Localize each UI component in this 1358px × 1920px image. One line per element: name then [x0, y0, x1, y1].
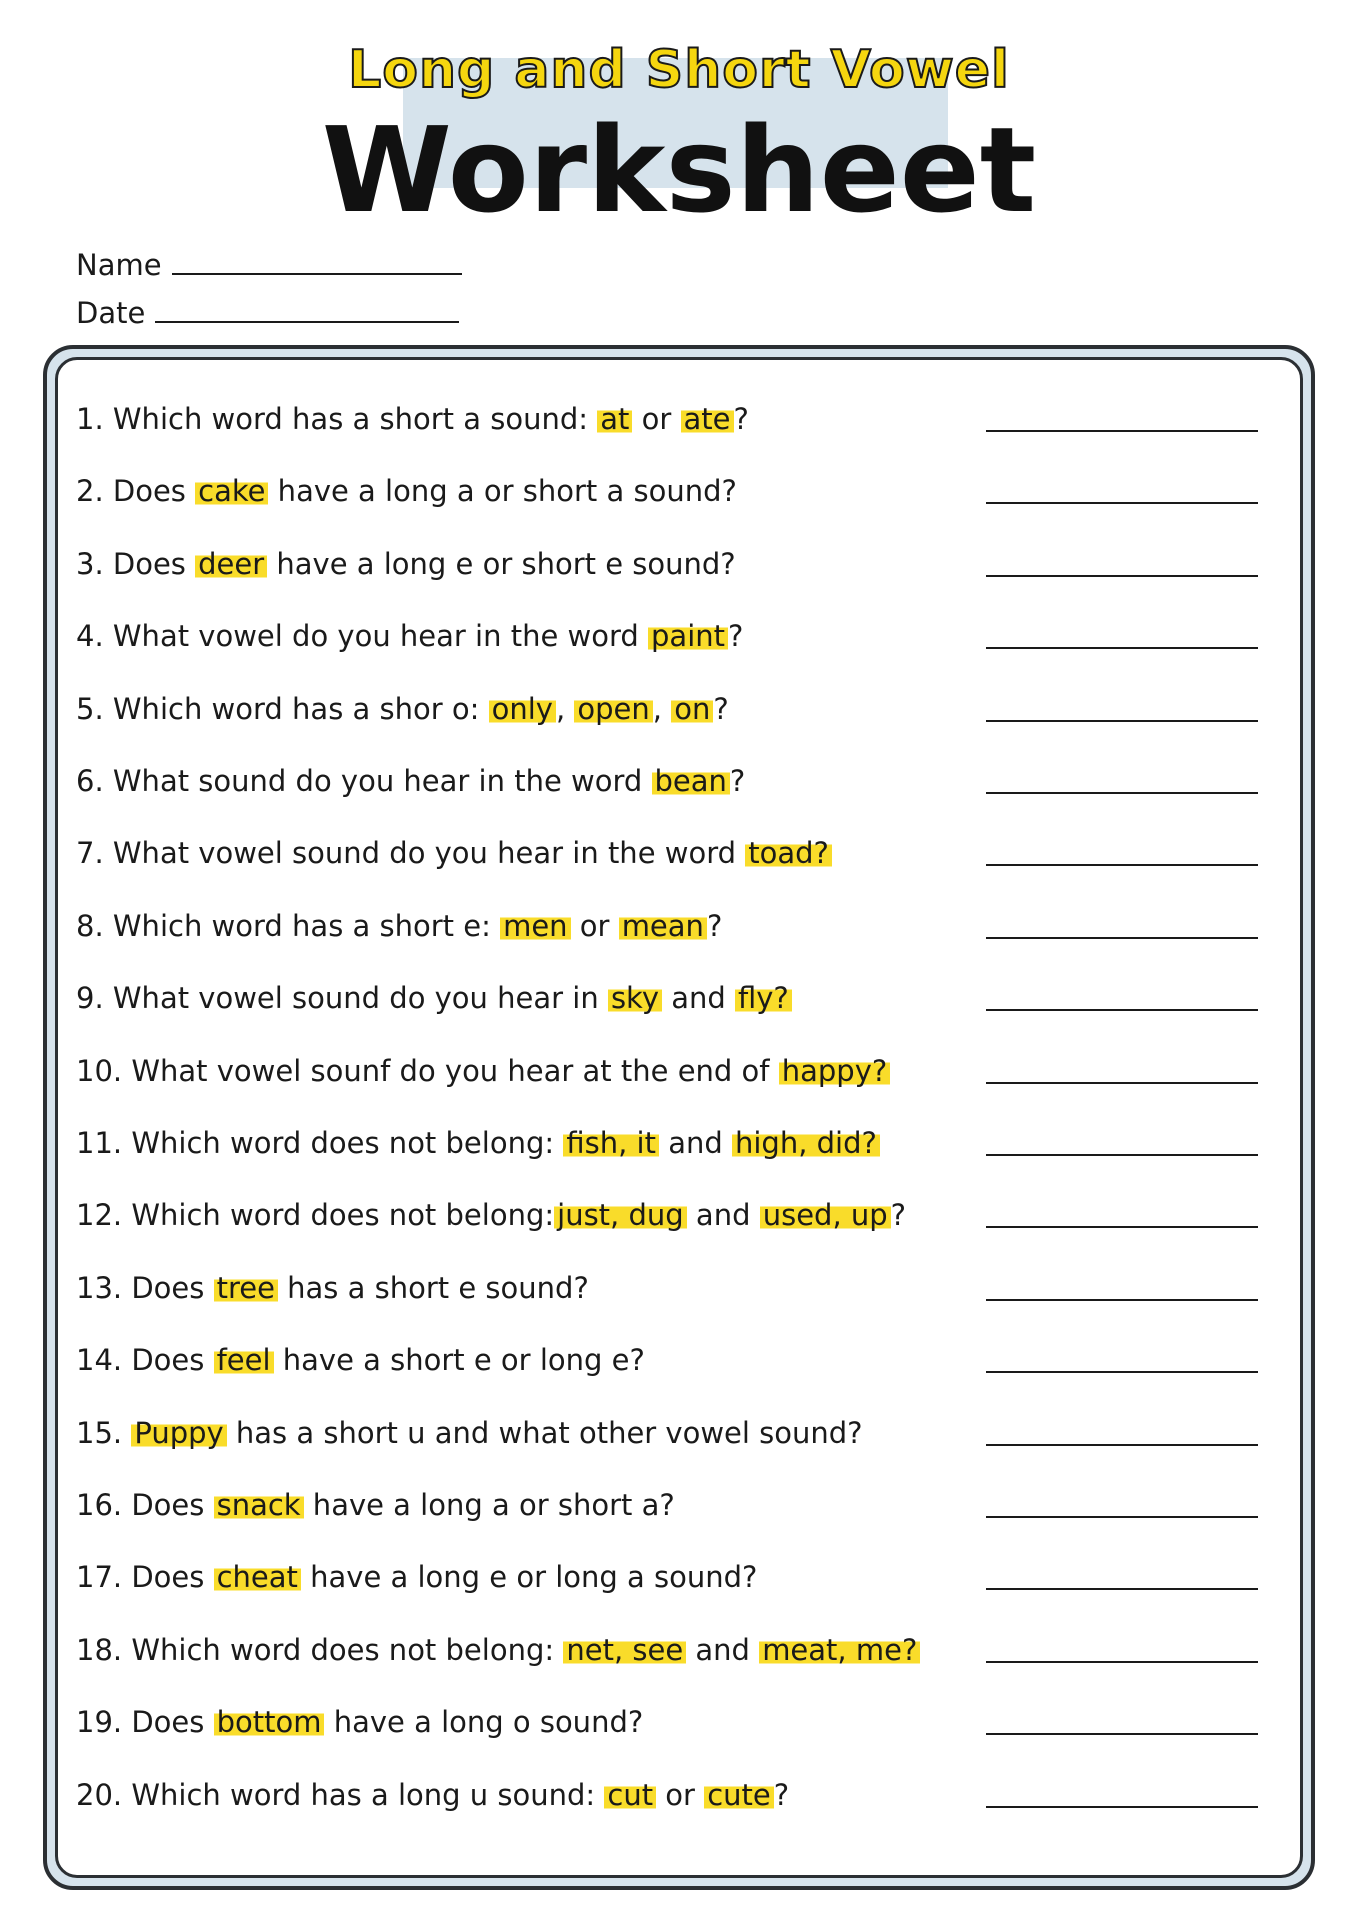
question-text [76, 828, 832, 878]
highlighted-word: Puppy [131, 1416, 226, 1450]
question-segment: 3. Does [76, 547, 196, 581]
question-segment: 11. Which word does not belong: [76, 1126, 564, 1160]
question-item [76, 1697, 1276, 1747]
highlighted-word: fly? [735, 981, 792, 1015]
question-text [76, 466, 737, 516]
answer-line[interactable] [986, 1444, 1258, 1446]
question-segment: and [686, 1633, 760, 1667]
question-segment: 19. Does [76, 1705, 214, 1739]
question-segment: 20. Which word has a long u sound: [76, 1778, 605, 1812]
answer-line[interactable] [986, 1516, 1258, 1518]
highlighted-word: used, up [760, 1198, 891, 1232]
highlighted-word: paint [648, 619, 728, 653]
question-item [76, 901, 1276, 951]
highlighted-word: bean [652, 764, 730, 798]
question-segment: 6. What sound do you hear in the word [76, 764, 652, 798]
question-text [76, 973, 792, 1023]
question-item [76, 1046, 1276, 1096]
question-text [76, 611, 743, 661]
question-text [76, 1625, 920, 1675]
question-segment: and [661, 981, 735, 1015]
question-item [76, 466, 1276, 516]
question-text [76, 1046, 890, 1096]
question-segment: ? [706, 909, 723, 943]
answer-line[interactable] [986, 1806, 1258, 1808]
highlighted-word: toad? [745, 836, 832, 870]
question-segment: and [658, 1126, 732, 1160]
question-item [76, 973, 1276, 1023]
answer-line[interactable] [986, 1082, 1258, 1084]
question-text [76, 394, 749, 444]
question-segment: have a long e or long a sound? [300, 1560, 758, 1594]
question-segment: 9. What vowel sound do you hear in [76, 981, 608, 1015]
answer-line[interactable] [986, 1661, 1258, 1663]
highlighted-word: feel [214, 1343, 274, 1377]
question-segment: 8. Which word has a short e: [76, 909, 501, 943]
question-text [76, 1697, 643, 1747]
question-text [76, 1408, 863, 1458]
question-item [76, 756, 1276, 806]
question-segment: has a short e sound? [277, 1271, 589, 1305]
question-text [76, 1190, 906, 1240]
question-item [76, 1625, 1276, 1675]
answer-line[interactable] [986, 1009, 1258, 1011]
question-item [76, 1552, 1276, 1602]
question-segment: 4. What vowel do you hear in the word [76, 619, 649, 653]
question-segment: ? [729, 764, 746, 798]
question-segment: have a short e or long e? [273, 1343, 645, 1377]
highlighted-word: mean [619, 909, 707, 943]
highlighted-word: happy? [779, 1054, 891, 1088]
question-segment: ? [713, 692, 729, 726]
highlighted-word: high, did? [732, 1126, 880, 1160]
question-item [76, 539, 1276, 589]
highlighted-word: sky [608, 981, 662, 1015]
question-text [76, 684, 729, 734]
question-segment: 5. Which word has a shor o: [76, 692, 489, 726]
question-segment: 12. Which word does not belong: [76, 1198, 555, 1232]
highlighted-word: on [671, 692, 713, 726]
question-segment: have a long a or short a sound? [268, 474, 737, 508]
answer-line[interactable] [986, 1299, 1258, 1301]
question-segment: or [632, 402, 681, 436]
highlighted-word: deer [195, 547, 267, 581]
worksheet-subtitle: Long and Short Vowel [348, 40, 1010, 100]
answer-line[interactable] [986, 1733, 1258, 1735]
question-segment: have a long o sound? [324, 1705, 644, 1739]
name-label: Name [76, 248, 162, 282]
highlighted-word: fish, it [563, 1126, 659, 1160]
highlighted-word: men [500, 909, 570, 943]
question-item [76, 1335, 1276, 1385]
title-block [0, 40, 1358, 100]
question-segment: ? [733, 402, 749, 436]
highlighted-word: net, see [563, 1633, 686, 1667]
question-segment: has a short u and what other vowel sound? [226, 1416, 863, 1450]
question-segment: and [686, 1198, 760, 1232]
name-input-line[interactable] [172, 251, 462, 275]
highlighted-word: cake [195, 474, 268, 508]
answer-line[interactable] [986, 1226, 1258, 1228]
question-item [76, 394, 1276, 444]
highlighted-word: snack [214, 1488, 304, 1522]
highlighted-word: cut [604, 1778, 656, 1812]
question-item [76, 1408, 1276, 1458]
answer-line[interactable] [986, 502, 1258, 504]
question-text [76, 756, 745, 806]
answer-line[interactable] [986, 792, 1258, 794]
question-segment: 17. Does [76, 1560, 214, 1594]
question-text [76, 1552, 757, 1602]
question-segment: or [570, 909, 619, 943]
question-item [76, 828, 1276, 878]
question-item [76, 1190, 1276, 1240]
question-segment: 18. Which word does not belong: [76, 1633, 564, 1667]
question-text [76, 539, 736, 589]
highlighted-word: cute [704, 1778, 774, 1812]
question-segment: , [555, 692, 575, 726]
question-segment: 16. Does [76, 1488, 214, 1522]
highlighted-word: ate [681, 402, 734, 436]
question-text [76, 1335, 645, 1385]
answer-line[interactable] [986, 864, 1258, 866]
question-item [76, 1480, 1276, 1530]
question-segment: , [652, 692, 672, 726]
question-segment: 14. Does [76, 1343, 214, 1377]
highlighted-word: open [574, 692, 652, 726]
question-item [76, 1263, 1276, 1313]
highlighted-word: just, dug [554, 1198, 687, 1232]
question-item [76, 684, 1276, 734]
highlighted-word: cheat [214, 1560, 301, 1594]
highlighted-word: meat, me? [759, 1633, 920, 1667]
answer-line[interactable] [986, 720, 1258, 722]
question-text [76, 1118, 880, 1168]
question-segment: have a long a or short a? [303, 1488, 675, 1522]
question-segment: ? [728, 619, 744, 653]
question-item [76, 611, 1276, 661]
highlighted-word: tree [214, 1271, 278, 1305]
question-segment: 7. What vowel sound do you hear in the word [76, 836, 746, 870]
question-item [76, 1118, 1276, 1168]
highlighted-word: only [489, 692, 556, 726]
highlighted-word: bottom [214, 1705, 325, 1739]
question-segment: 15. [76, 1416, 132, 1450]
answer-line[interactable] [986, 430, 1258, 432]
question-segment: or [656, 1778, 705, 1812]
answer-line[interactable] [986, 1154, 1258, 1156]
question-segment: 13. Does [76, 1271, 214, 1305]
answer-line[interactable] [986, 647, 1258, 649]
date-input-line[interactable] [155, 299, 459, 323]
answer-line[interactable] [986, 1588, 1258, 1590]
answer-line[interactable] [986, 575, 1258, 577]
question-segment: 2. Does [76, 474, 196, 508]
question-item [76, 1770, 1276, 1820]
question-segment: 10. What vowel sounf do you hear at the end of [76, 1054, 779, 1088]
question-text [76, 1263, 589, 1313]
question-segment: 1. Which word has a short a sound: [76, 402, 598, 436]
question-segment: have a long e or short e sound? [267, 547, 736, 581]
answer-line[interactable] [986, 1371, 1258, 1373]
question-segment: ? [773, 1778, 790, 1812]
date-label: Date [76, 296, 146, 330]
question-text [76, 1480, 675, 1530]
question-segment: ? [890, 1198, 907, 1232]
answer-line[interactable] [986, 937, 1258, 939]
question-text [76, 1770, 789, 1820]
name-field [76, 248, 462, 282]
date-field [76, 296, 459, 330]
question-text [76, 901, 722, 951]
highlighted-word: at [597, 402, 632, 436]
worksheet-title: Worksheet [321, 101, 1037, 239]
